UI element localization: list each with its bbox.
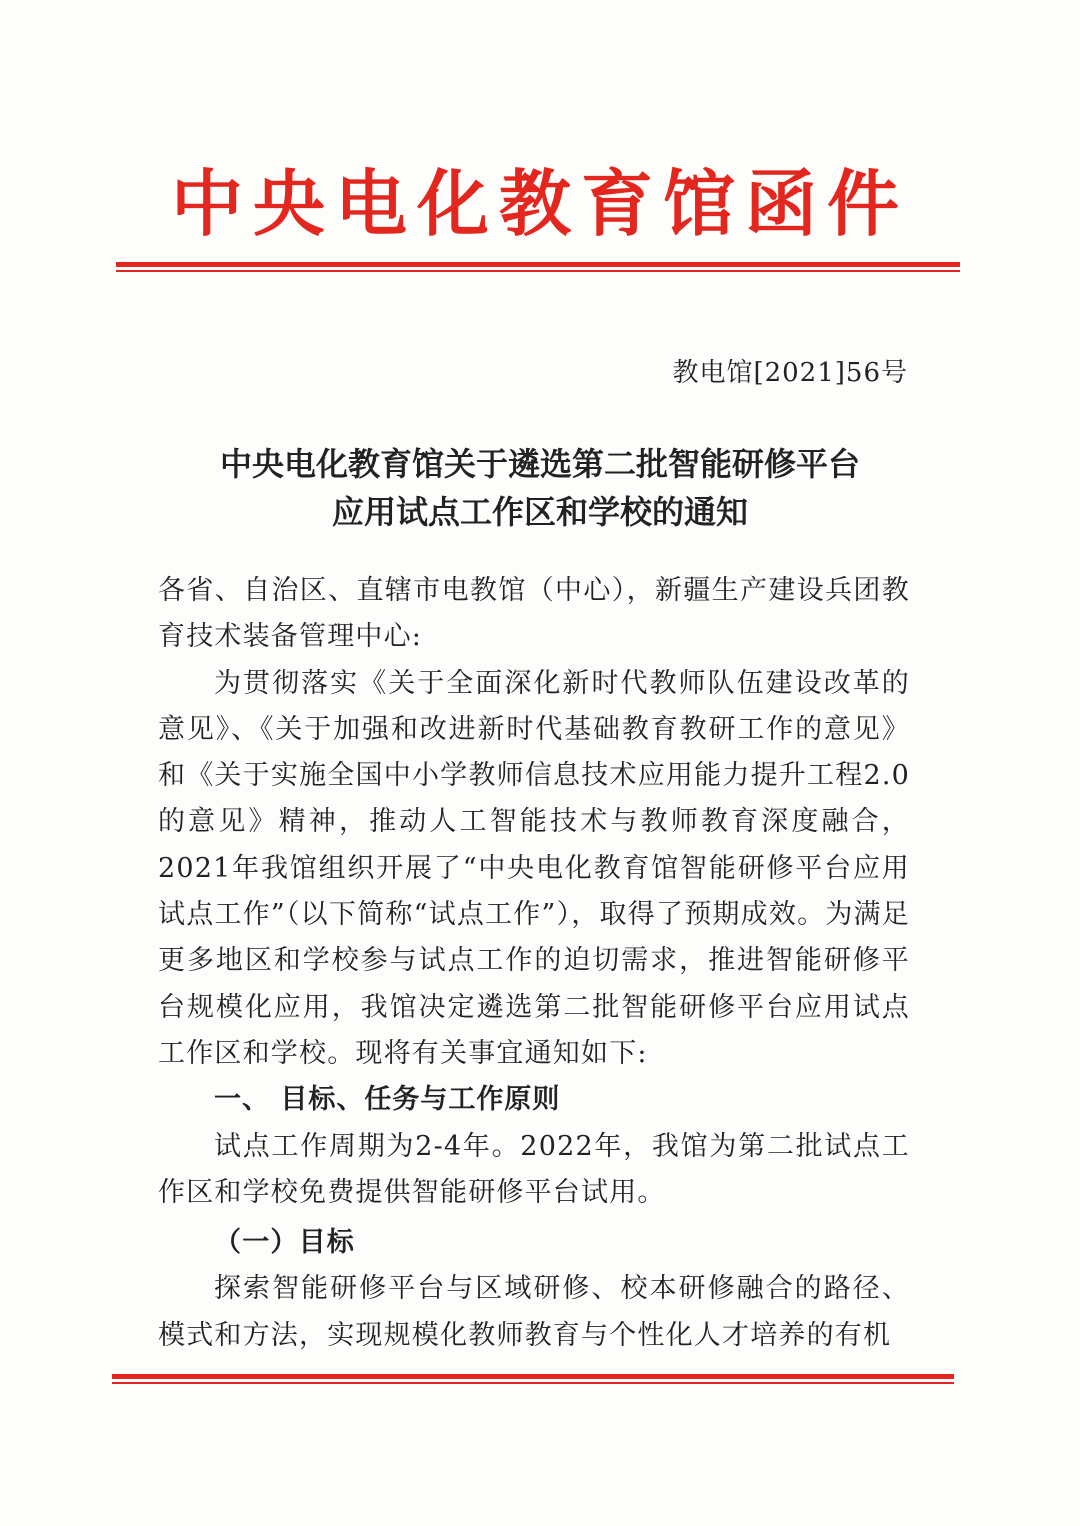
section-heading: 一、 目标、任务与工作原则 bbox=[214, 1084, 561, 1116]
document-body bbox=[158, 568, 910, 1359]
subsection-heading: （一）目标 bbox=[214, 1227, 355, 1259]
document-number: 教电馆[2021]56号 bbox=[672, 358, 908, 388]
paragraph-goal: 探索智能研修平台与区域研修、校本研修融合的路径、模式和方法，实现规模化教师教育与个性化人才培养的有机 bbox=[158, 1273, 910, 1351]
paragraph-period: 试点工作周期为2-4年。2022年，我馆为第二批试点工作区和学校免费提供智能研修平台试用。 bbox=[158, 1130, 910, 1208]
letterhead-title: 中央电化教育馆函件 bbox=[170, 161, 909, 246]
document-title bbox=[0, 440, 1080, 536]
document-title-line-2: 应用试点工作区和学校的通知 bbox=[331, 493, 748, 531]
footer-divider bbox=[112, 1374, 954, 1384]
paragraph-intro: 为贯彻落实《关于全面深化新时代教师队伍建设改革的意见》、《关于加强和改进新时代基础教育教研工作的意见》和《关于实施全国中小学教师信息技术应用能力提升工程2.0的意见》精神，推动人工智能技术与教师教育深度融合，2021年我馆组织开展了“中央电化教育馆智能研修平台应用试点工作”（以下简称“试点工作”），取得了预期成效。为满足更多地区和学校参与试点工作的迫切需求，推进智能研修平台规模化应用，我馆决定遴选第二批智能研修平台应用试点工作区和学校。现将有关事宜通知如下: bbox=[158, 667, 910, 1069]
salutation: 各省、自治区、直辖市电教馆（中心），新疆生产建设兵团教育技术装备管理中心: bbox=[158, 575, 910, 653]
letterhead-divider bbox=[116, 262, 960, 272]
document-title-line-1: 中央电化教育馆关于遴选第二批智能研修平台 bbox=[219, 445, 860, 483]
